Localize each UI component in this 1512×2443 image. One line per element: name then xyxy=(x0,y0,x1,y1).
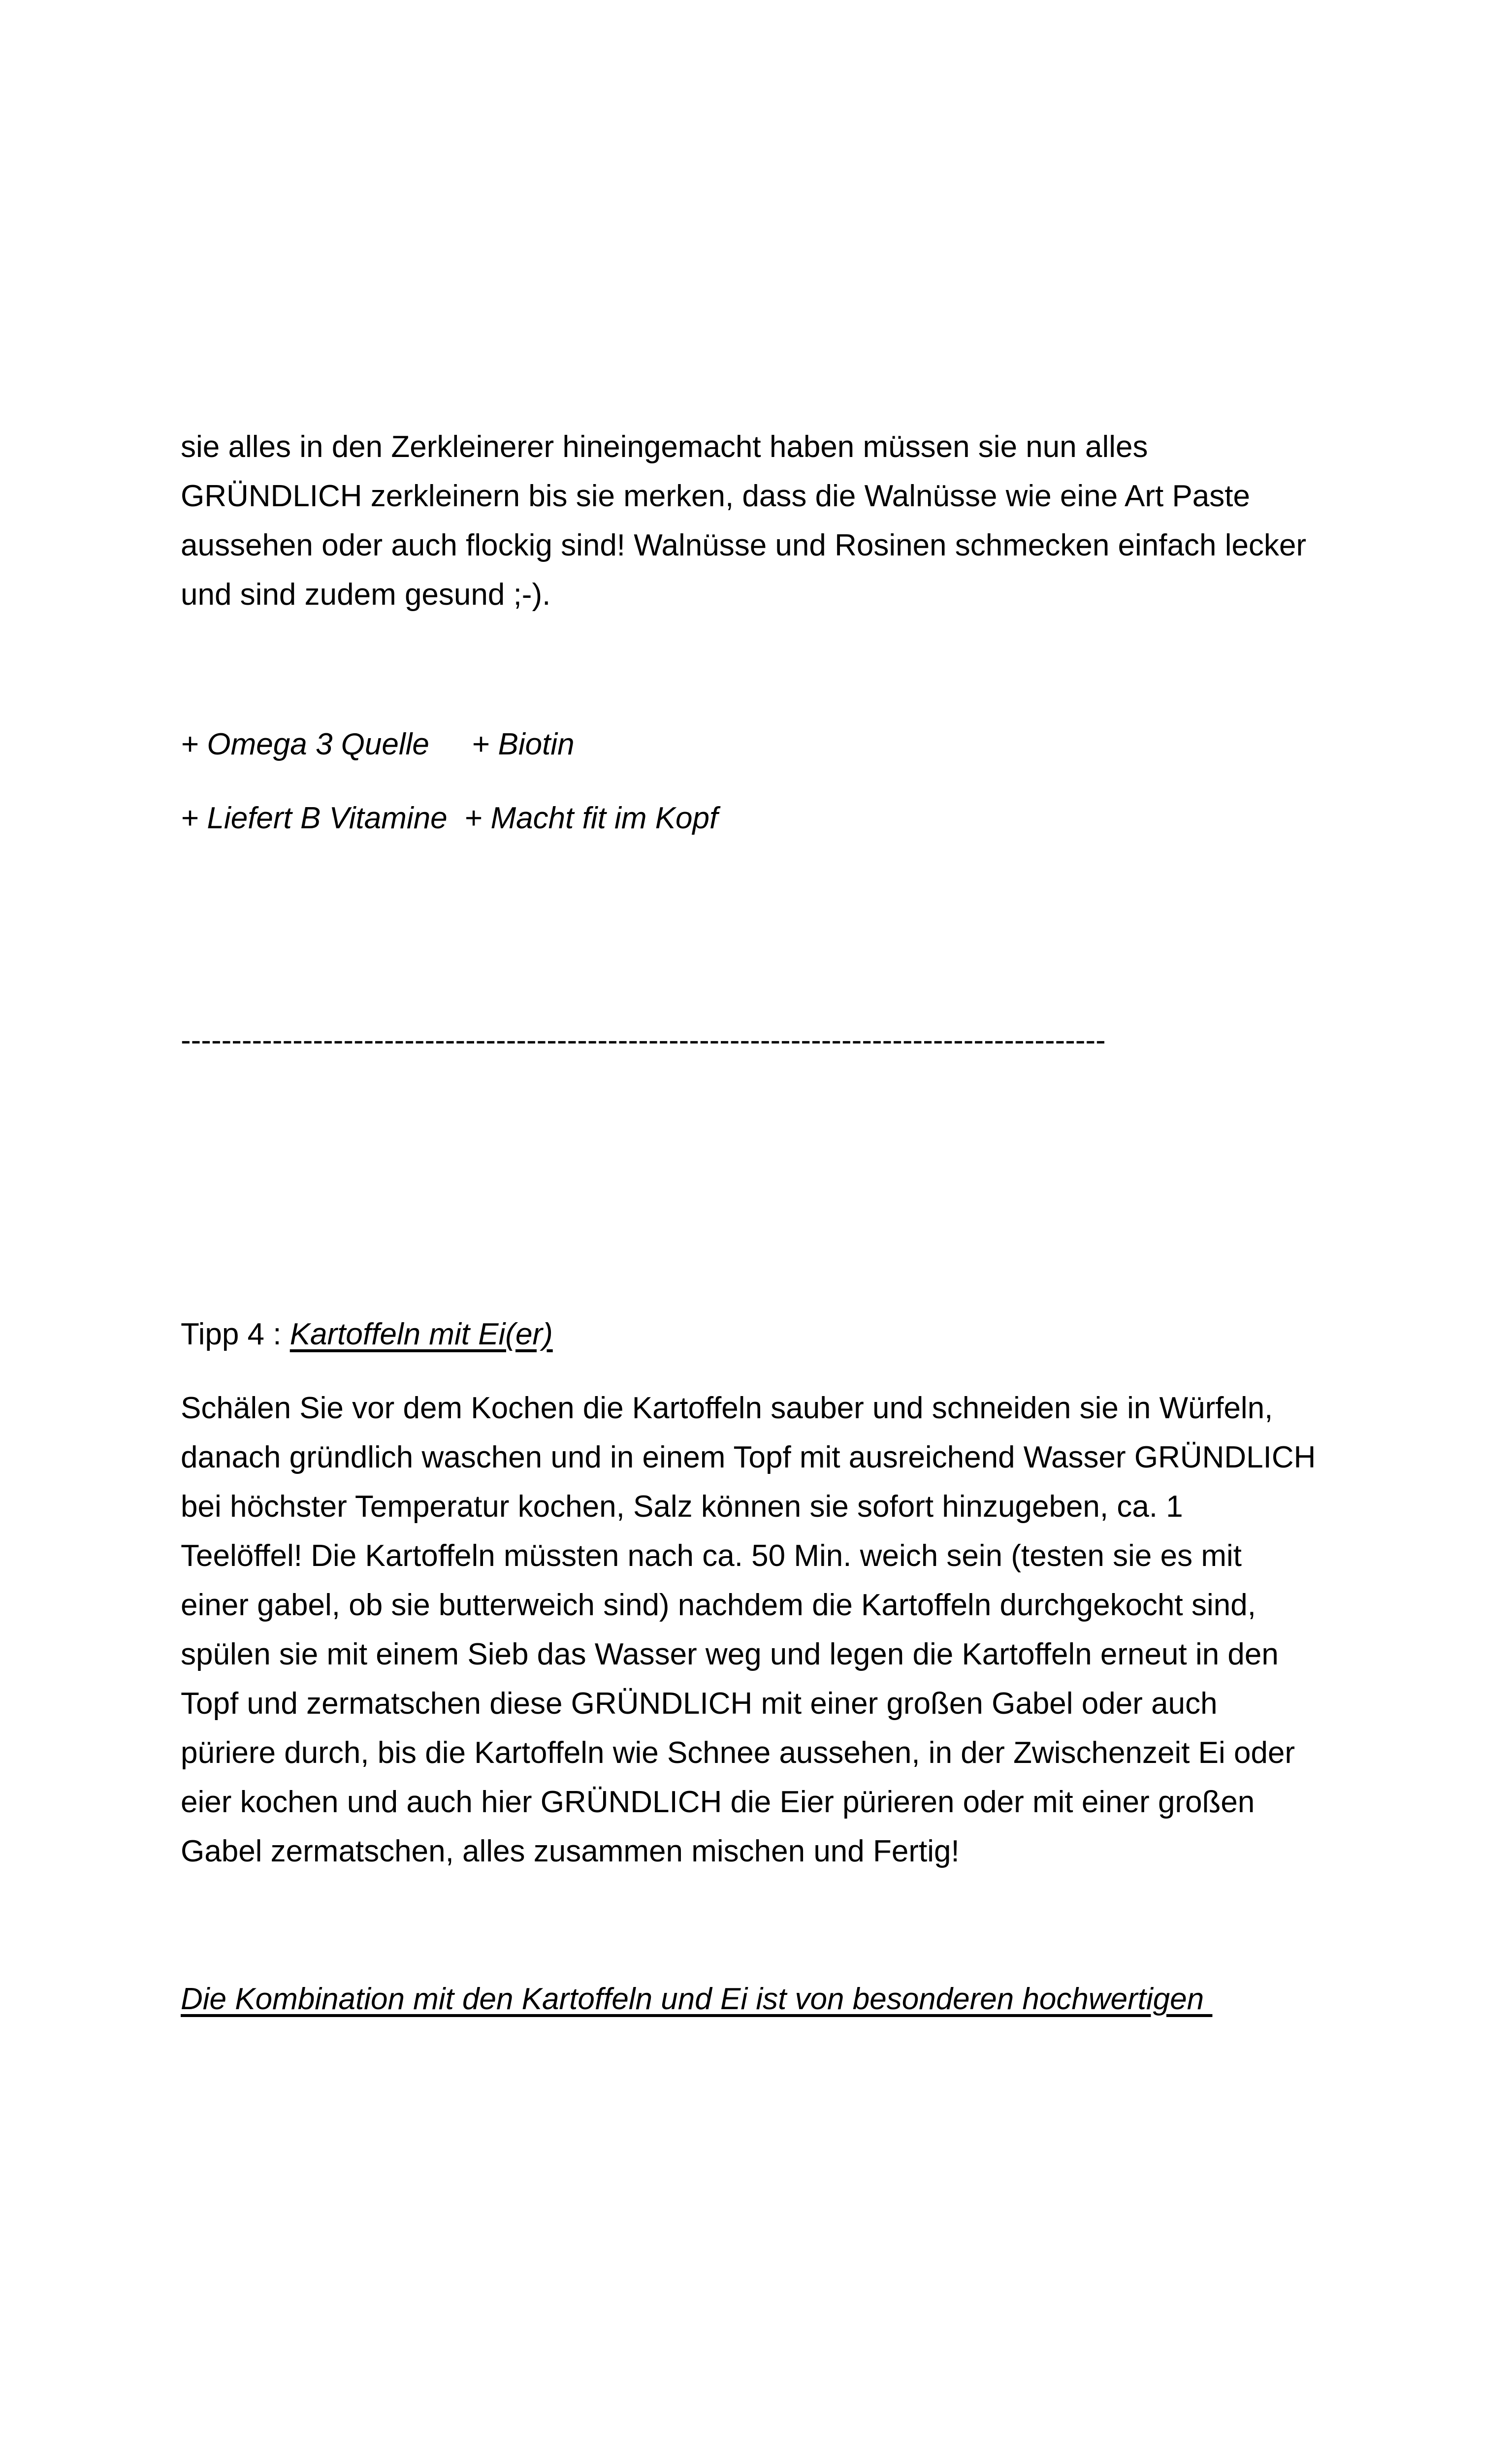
tip-body-line: spülen sie mit einem Sieb das Wasser weg und legen die Kartoffeln erneut in den xyxy=(181,1637,1279,1671)
tip-body-line: Topf und zermatschen diese GRÜNDLICH mit einer großen Gabel oder auch xyxy=(181,1687,1218,1721)
tip-body-line: püriere durch, bis die Kartoffeln wie Schnee aussehen, in der Zwischenzeit Ei oder xyxy=(181,1736,1295,1770)
intro-line: und sind zudem gesund ;-). xyxy=(181,578,551,612)
tip-body-line: danach gründlich waschen und in einem Topf mit ausreichend Wasser GRÜNDLICH xyxy=(181,1440,1316,1474)
closing-statement: Die Kombination mit den Kartoffeln und Ei ist von besonderen hochwertigen xyxy=(181,1982,1213,2016)
section-divider: ------------------------------------------------------------------------------------------- xyxy=(181,1023,1106,1057)
benefits-line-2: + Liefert B Vitamine + Macht fit im Kopf xyxy=(181,801,718,835)
benefits-line-1: + Omega 3 Quelle + Biotin xyxy=(181,727,575,761)
tip-body-line: Schälen Sie vor dem Kochen die Kartoffeln sauber und schneiden sie in Würfeln, xyxy=(181,1391,1273,1425)
tip-body-paragraph xyxy=(181,1384,1362,1876)
tip-body-line: eier kochen und auch hier GRÜNDLICH die Eier pürieren oder mit einer großen xyxy=(181,1785,1255,1819)
tip-body-line: einer gabel, ob sie butterweich sind) nachdem die Kartoffeln durchgekocht sind, xyxy=(181,1588,1256,1622)
tip-heading xyxy=(181,1310,1362,1359)
tip-body-line: Teelöffel! Die Kartoffeln müssten nach ca. 50 Min. weich sein (testen sie es mit xyxy=(181,1539,1242,1573)
tip-body-line: Gabel zermatschen, alles zusammen mischen und Fertig! xyxy=(181,1834,960,1868)
intro-line: sie alles in den Zerkleinerer hineingemacht haben müssen sie nun alles xyxy=(181,430,1148,464)
tip-title: Kartoffeln mit Ei(er) xyxy=(290,1317,553,1351)
tip-prefix: Tipp 4 : xyxy=(181,1317,290,1351)
intro-line: GRÜNDLICH zerkleinern bis sie merken, dass die Walnüsse wie eine Art Paste xyxy=(181,479,1250,513)
tip-body-line: bei höchster Temperatur kochen, Salz können sie sofort hinzugeben, ca. 1 xyxy=(181,1490,1183,1524)
intro-line: aussehen oder auch flockig sind! Walnüsse und Rosinen schmecken einfach lecker xyxy=(181,528,1307,562)
intro-paragraph xyxy=(181,423,1362,619)
